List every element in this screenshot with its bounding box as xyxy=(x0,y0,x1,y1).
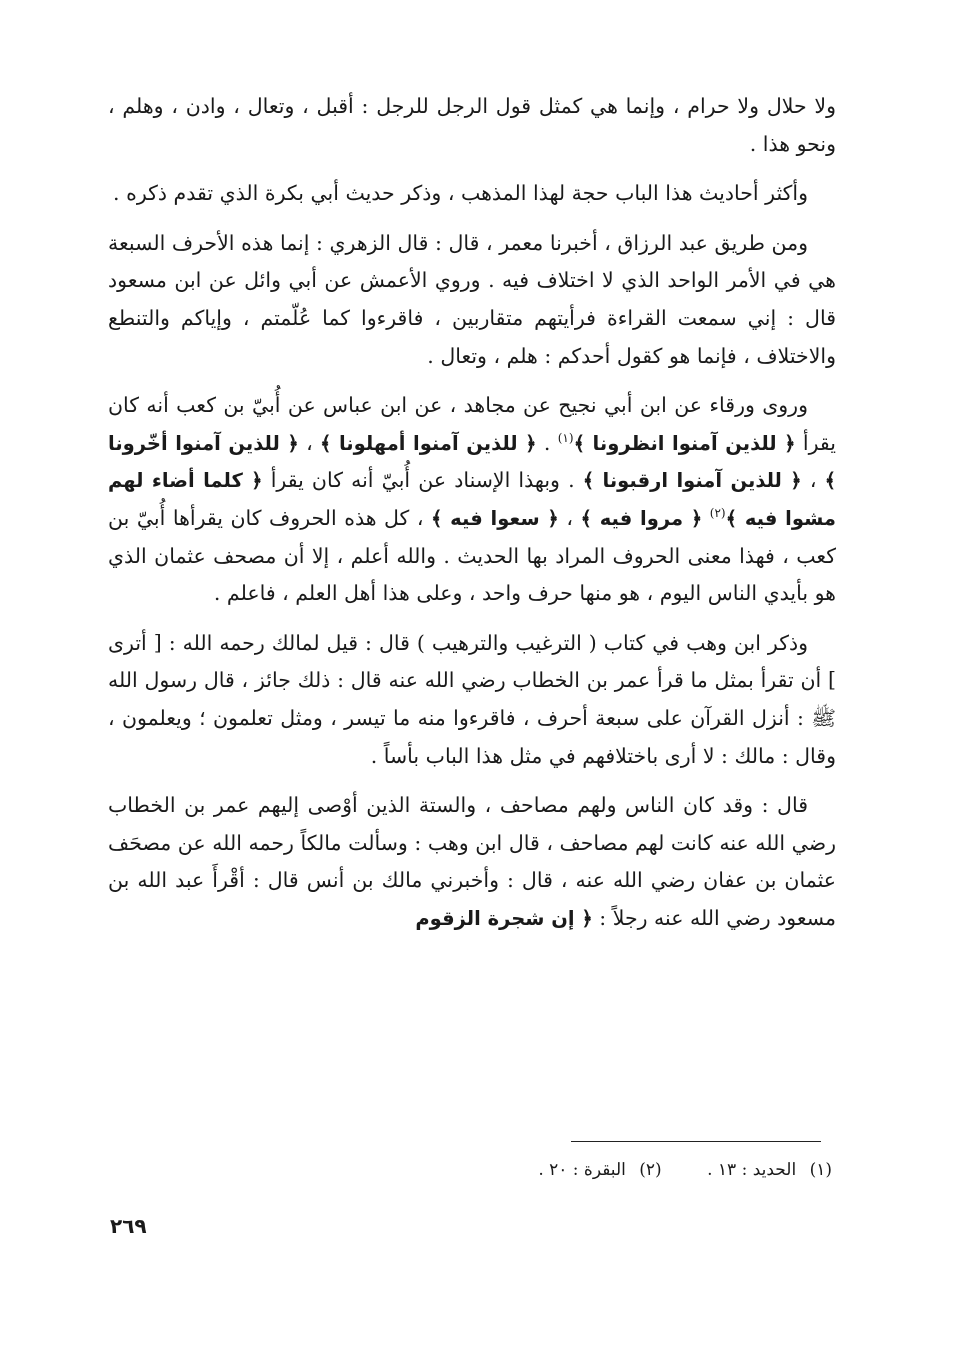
footnote-2 xyxy=(538,1158,661,1182)
footnote-number: (١) xyxy=(809,1160,832,1180)
footnote-number: (٢) xyxy=(639,1160,662,1180)
text-segment: وروى ورقاء عن ابن أبي نجيح عن مجاهد ، عن ابن عباس عن أُبيّ بن كعب أنه كان يقرأ xyxy=(108,393,836,455)
paragraph xyxy=(108,387,836,613)
footnote-ref: (٢) xyxy=(709,506,726,521)
paragraph xyxy=(108,787,836,937)
text-segment: . وبهذا الإسناد عن أُبيّ أنه كان يقرأ xyxy=(262,468,583,493)
quran-quote: ﴿ سعوا فيه ﴾ xyxy=(430,506,559,530)
paragraph xyxy=(108,175,836,213)
paragraph xyxy=(108,88,836,163)
quran-quote: ﴿ للذين آمنوا أمهلونا ﴾ xyxy=(320,431,537,455)
footnote-text: الحديد : ١٣ . xyxy=(707,1160,797,1180)
quran-quote: ﴿ للذين آمنوا ارقبونا ﴾ xyxy=(582,469,802,493)
text-segment: ، xyxy=(298,430,320,455)
quran-quote: ﴿ للذين آمنوا انظرونا ﴾ xyxy=(573,431,796,455)
text-segment: ، كل هذه الحروف كان يقرأها أُبيّ بن كعب ، فهذا معنى الحروف المراد بها الحديث . والله أعلم ، إلا أن مصحف عثمان الذي هو بأيدي الناس اليوم ، هو منها حرف واحد ، وعلى هذا أهل العلم ، فاعلم . xyxy=(108,505,836,606)
footnote-text: البقرة : ٢٠ . xyxy=(538,1160,626,1180)
main-text xyxy=(108,88,836,949)
paragraph xyxy=(108,625,836,775)
text-segment: وأكثر أحاديث هذا الباب حجة لهذا المذهب ، وذكر حديث أبي بكرة الذي تقدم ذكره . xyxy=(113,181,808,206)
footnote-1 xyxy=(707,1158,832,1182)
footnotes xyxy=(400,1158,832,1182)
paragraph xyxy=(108,225,836,375)
text-segment: وذكر ابن وهب في كتاب ( الترغيب والترهيب ) قال : قيل لمالك رحمه الله : [ أترى ] أن تقرأ بمثل ما قرأ عمر بن الخطاب رضي الله عنه قال : ذلك جائز ، قال رسول الله ﷺ : أنزل القرآن على سبعة أحرف ، فاقرءوا منه ما تيسر ، ومثل تعلمون ؛ ويعلمون ، وقال : مالك : لا أرى باختلافهم في مثل هذا الباب بأساً . xyxy=(108,630,836,768)
text-segment: قال : وقد كان الناس ولهم مصاحف ، والستة الذين أوْصى إليهم عمر بن الخطاب رضي الله عنه كانت لهم مصاحف ، قال ابن وهب : وسألت مالكاً رحمه الله عن مصحَف عثمان بن عفان رضي الله عنه ، قال : وأخبرني مالك بن أنس قال : أقْرأَ عبد الله بن مسعود رضي الله عنه رجلاً : xyxy=(108,793,836,930)
text-segment: ، xyxy=(801,468,825,493)
text-segment xyxy=(702,506,710,530)
text-segment: ومن طريق عبد الرزاق ، أخبرنا معمر ، قال : قال الزهري : إنما هذه الأحرف السبعة هي في الأمر الواحد الذي لا اختلاف فيه . وروي الأعمش عن أبي وائل عن ابن مسعود قال : إني سمعت القراءة فرأيتهم متقاربين ، فاقرءوا كما عُلّمتم ، وإياكم والتنطع والاختلاف ، فإنما هو كقول أحدكم : هلم ، وتعال . xyxy=(108,230,836,368)
quran-quote: ﴿ مروا فيه ﴾ xyxy=(580,506,703,530)
footnote-separator xyxy=(571,1141,821,1142)
footnote-ref: (١) xyxy=(557,430,574,445)
text-segment: ولا حلال ولا حرام ، وإنما هي كمثل قول الرجل للرجل : أقبل ، وتعال ، وادن ، وهلم ، ونحو هذا . xyxy=(108,94,836,156)
quran-quote: ﴿ للذين آمنوا أخّرونا ﴾ xyxy=(108,431,836,493)
text-segment: ، xyxy=(558,505,581,530)
page-number: ٢٦٩ xyxy=(110,1214,147,1238)
quran-quote: ﴿ كلما أضاء لهم مشوا فيه ﴾ xyxy=(108,469,836,530)
quran-quote: ﴿ إن شجرة الزقوم xyxy=(415,906,593,930)
text-segment: . xyxy=(536,430,558,455)
